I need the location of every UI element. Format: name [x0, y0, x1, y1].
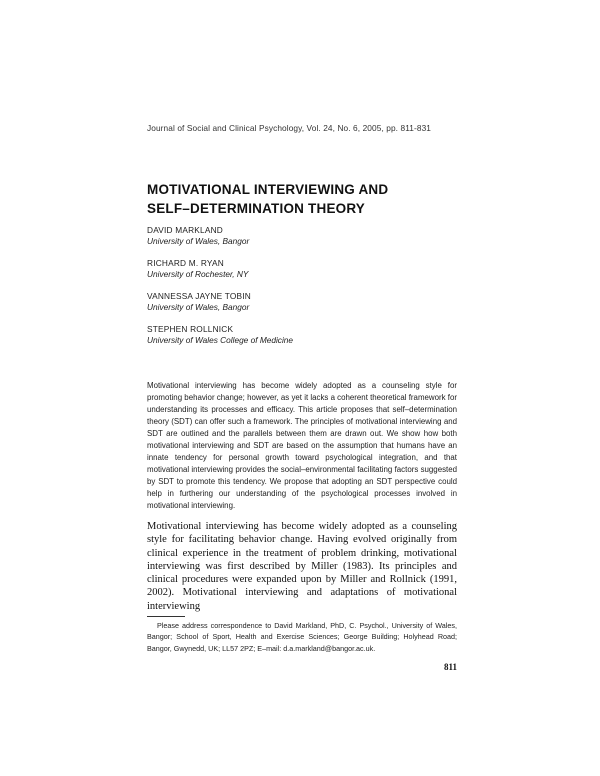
journal-citation: Journal of Social and Clinical Psychology, Vol. 24, No. 6, 2005, pp. 811-831 [147, 123, 432, 133]
author-block [147, 291, 457, 313]
author-block [147, 258, 457, 280]
abstract: Motivational interviewing has become widely adopted as a counseling style for promoting behavior change; however, as yet it lacks a coherent theoretical framework for understanding its processes and efficacy. This article proposes that self–determination theory (SDT) can offer such a framework. The principles of motivational interviewing and SDT are outlined and the parallels between them are drawn out. We show how both motivational interviewing and SDT are based on the assumption that humans have an innate tendency for personal growth toward psychological integration, and that motivational interviewing provides the social–environmental facilitating factors suggested by SDT to promote this tendency. We propose that adopting an SDT perspective could help in furthering our understanding of the psychological processes involved in motivational interviewing. [147, 381, 457, 510]
body-paragraph: Motivational interviewing has become widely adopted as a counseling style for facilitating behavior change. Having evolved originally from clinical experience in the treatment of problem drinking, motivational interviewing was first described by Miller (1983). Its principles and clinical procedures were expanded upon by Miller and Rollnick (1991, 2002). Motivational interviewing and adaptations of motivational interviewing [147, 521, 457, 612]
correspondence-footnote: Please address correspondence to David Markland, PhD, C. Psychol., University of Wales, Bangor; School of Sport, Health and Exercise Sciences; George Building; Holyhead Road; Bangor, Gwynedd, UK; LL57 2PZ; E–mail: d.a.markland@bangor.ac.uk. [147, 621, 457, 653]
article-title [147, 180, 457, 218]
author-name: VANNESSA JAYNE TOBIN [147, 291, 251, 301]
author-affiliation: University of Wales College of Medicine [147, 335, 294, 345]
author-block [147, 324, 457, 346]
author-name: STEPHEN ROLLNICK [147, 324, 234, 334]
author-name: DAVID MARKLAND [147, 225, 223, 235]
author-block [147, 225, 457, 247]
article-title-line-2: SELF–DETERMINATION THEORY [147, 201, 366, 216]
author-affiliation: University of Rochester, NY [147, 269, 249, 279]
footnote-divider [147, 616, 185, 617]
author-affiliation: University of Wales, Bangor [147, 236, 250, 246]
article-title-line-1: MOTIVATIONAL INTERVIEWING AND [147, 182, 389, 197]
author-name: RICHARD M. RYAN [147, 258, 224, 268]
author-affiliation: University of Wales, Bangor [147, 302, 250, 312]
page-number: 811 [443, 662, 457, 672]
